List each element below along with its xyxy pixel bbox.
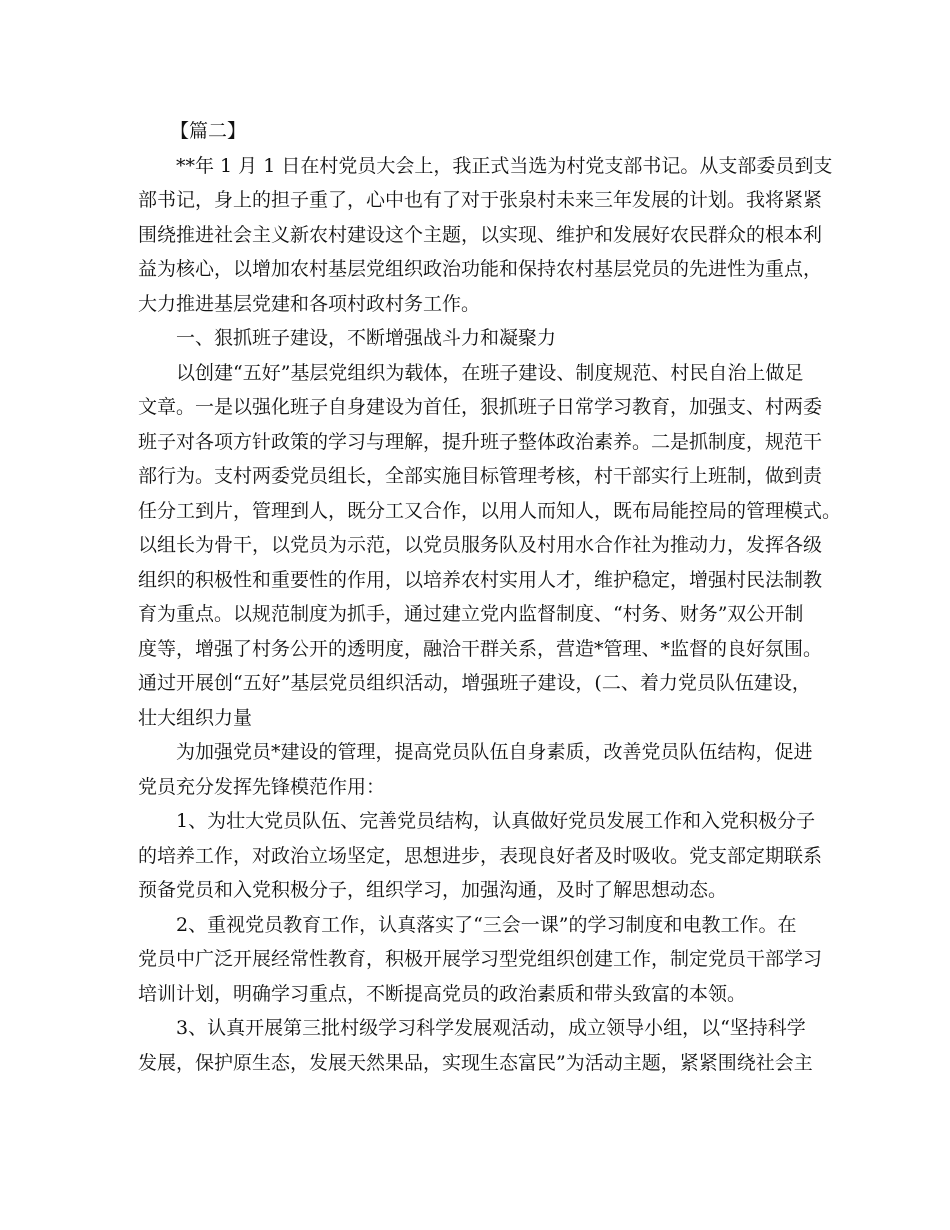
text-line: 1、为壮大党员队伍、完善党员结构，认真做好党员发展工作和入党积极分子 <box>176 810 816 832</box>
text-line: 2、重视党员教育工作，认真落实了“三会一课”的学习制度和电教工作。在 <box>176 913 797 936</box>
text-line: 壮大组织力量 <box>138 706 253 729</box>
text-line: 通过开展创“五好”基层党员组织活动，增强班子建设，(二、着力党员队伍建设， <box>138 672 811 694</box>
text-line: 大力推进基层党建和各项村政村务工作。 <box>138 292 481 315</box>
text-line: 预备党员和入党积极分子，组织学习，加强沟通，及时了解思想动态。 <box>138 879 728 901</box>
paragraph-lines <box>138 149 842 1081</box>
text-line: 培训计划，明确学习重点，不断提高党员的政治素质和带头致富的本领。 <box>138 982 747 1005</box>
text-line: **年 1 月 1 日在村党员大会上，我正式当选为村党支部书记。从支部委员到支 <box>176 154 833 177</box>
text-line: 任分工到片，管理到人，既分工又合作，以用人而知人，既布局能控局的管理模式。 <box>138 499 842 522</box>
text-line: 益为核心，以增加农村基层党组织政治功能和保持农村基层党员的先进性为重点， <box>138 258 823 280</box>
document-body <box>138 114 842 1080</box>
text-line: 班子对各项方针政策的学习与理解，提升班子整体政治素养。二是抓制度，规范干 <box>138 430 823 453</box>
text-line: 文章。一是以强化班子自身建设为首任，狠抓班子日常学习教育，加强支、村两委 <box>138 396 823 418</box>
text-line: 部行为。支村两委党员组长，全部实施目标管理考核，村干部实行上班制，做到责 <box>138 465 823 487</box>
text-line: 组织的积极性和重要性的作用，以培养农村实用人才，维护稳定，增强村民法制教 <box>138 568 823 591</box>
text-line: 党员中广泛开展经常性教育，积极开展学习型党组织创建工作，制定党员干部学习 <box>138 948 823 970</box>
text-line: 育为重点。以规范制度为抓手，通过建立党内监督制度、“村务、财务”双公开制 <box>138 603 804 625</box>
text-line: 党员充分发挥先锋模范作用： <box>138 775 386 798</box>
text-line: 的培养工作，对政治立场坚定，思想进步，表现良好者及时吸收。党支部定期联系 <box>138 844 823 867</box>
text-line: 度等，增强了村务公开的透明度，融洽干群关系，营造*管理、*监督的良好氛围。 <box>138 637 823 660</box>
text-line: 围绕推进社会主义新农村建设这个主题，以实现、维护和发展好农民群众的根本利 <box>138 223 823 246</box>
text-line: 为加强党员*建设的管理，提高党员队伍自身素质，改善党员队伍结构，促进 <box>176 741 813 763</box>
text-line: 以创建“五好”基层党组织为载体，在班子建设、制度规范、村民自治上做足 <box>176 361 804 384</box>
text-line: 发展，保护原生态，发展天然果品，实现生态富民”为活动主题，紧紧围绕社会主 <box>138 1051 813 1074</box>
section-heading: 【篇二】 <box>170 120 247 142</box>
text-line: 部书记，身上的担子重了，心中也有了对于张泉村未来三年发展的计划。我将紧紧 <box>138 189 823 211</box>
text-line: 以组长为骨干，以党员为示范，以党员服务队及村用水合作社为推动力，发挥各级 <box>138 534 823 556</box>
text-line: 3、认真开展第三批村级学习科学发展观活动，成立领导小组，以“坚持科学 <box>176 1017 806 1039</box>
text-line: 一、狠抓班子建设，不断增强战斗力和凝聚力 <box>176 327 557 349</box>
